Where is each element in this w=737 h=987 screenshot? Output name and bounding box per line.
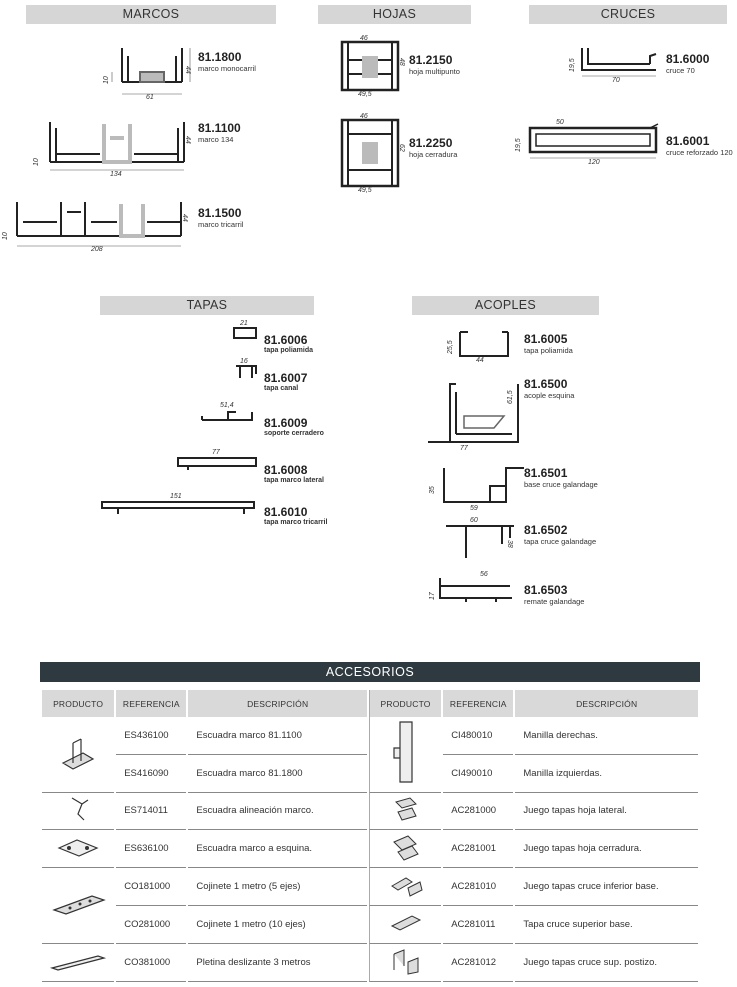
profile-hoja-cerradura [334,112,404,194]
profile-tapa-canal [232,356,262,382]
col-descripcion-2: DESCRIPCIÓN [515,690,698,717]
profile-hoja-multipunto [334,34,404,98]
code-81-6501: 81.6501 [524,466,568,480]
col-referencia-1: REFERENCIA [116,690,186,717]
code-81-6500: 81.6500 [524,377,568,391]
accesorios-table [40,690,700,982]
col-producto-1: PRODUCTO [42,690,114,717]
code-81-6000: 81.6000 [666,52,710,66]
ref-cell: AC281001 [443,830,513,868]
profile-acople-tapa-poliamida [444,326,520,366]
desc-81-6006: tapa poliamida [264,347,314,354]
desc-81-6009: soporte cerradero [264,430,324,437]
ref-cell: ES436100 [116,717,186,755]
desc-81-1800: marco monocarril [198,64,256,73]
table-row [42,793,698,831]
table-row [42,830,698,868]
desc-cell: Manilla izquierdas. [515,755,698,793]
col-referencia-2: REFERENCIA [443,690,513,717]
profile-acople-esquina [424,376,524,454]
desc-81-6502: tapa cruce galandage [524,537,597,546]
tapas-cruce-inferior-icon [386,870,426,900]
svg-text:44: 44 [184,136,191,144]
table-row [42,944,698,982]
svg-text:77: 77 [212,449,220,456]
section-accesorios: ACCESORIOS [40,662,700,682]
col-descripcion-1: DESCRIPCIÓN [188,690,367,717]
svg-text:208: 208 [91,246,103,253]
table-row [42,906,698,944]
dim-width: 61 [146,94,154,101]
tapas-cerradura-icon [386,832,426,862]
profile-tapa-marco-tricarril [98,490,260,522]
product-image [369,944,441,982]
ref-cell: CO381000 [116,944,186,982]
svg-text:120: 120 [588,159,600,166]
ref-cell: AC281011 [443,906,513,944]
svg-text:19,5: 19,5 [515,138,522,152]
product-image [369,793,441,831]
profile-tapa-cruce-galandage [440,514,520,564]
desc-cell: Escuadra marco 81.1100 [188,717,367,755]
code-81-6010: 81.6010 [264,505,308,519]
svg-text:70: 70 [612,77,620,84]
desc-81-1500: marco tricarril [198,220,244,229]
code-81-2150: 81.2150 [409,53,453,67]
svg-text:49,5: 49,5 [358,91,372,98]
desc-81-6010: tapa marco tricarril [264,519,328,526]
ref-cell: ES636100 [116,830,186,868]
svg-text:62: 62 [398,144,405,152]
svg-text:48: 48 [398,58,405,66]
ref-cell: AC281010 [443,868,513,906]
desc-81-6500: acople esquina [524,391,575,400]
desc-cell: Juego tapas cruce sup. postizo. [515,944,698,982]
desc-81-6005: tapa poliamida [524,346,573,355]
code-81-6008: 81.6008 [264,463,308,477]
product-image [42,793,114,831]
table-row [42,717,698,755]
desc-cell: Juego tapas hoja cerradura. [515,830,698,868]
desc-81-6001: cruce reforzado 120 [666,148,733,157]
product-image [42,717,114,793]
ref-cell: CO281000 [116,906,186,944]
product-image [42,944,114,982]
profile-marco-134 [30,118,190,178]
product-image [42,830,114,868]
code-81-6005: 81.6005 [524,332,568,346]
svg-text:21: 21 [240,320,248,327]
code-81-6009: 81.6009 [264,416,308,430]
profile-marco-monocarril [100,42,200,102]
desc-cell: Manilla derechas. [515,717,698,755]
tapas-hoja-icon [386,794,426,824]
section-acoples: ACOPLES [412,296,599,315]
svg-text:61,5: 61,5 [507,390,514,404]
svg-text:10: 10 [33,158,40,166]
svg-text:60: 60 [470,517,478,524]
ref-cell: AC281000 [443,793,513,831]
desc-cell: Tapa cruce superior base. [515,906,698,944]
escuadra-alineacion-icon [58,794,98,824]
svg-text:50: 50 [556,119,564,126]
profile-cruce-reforzado-120 [512,118,662,168]
desc-cell: Escuadra marco 81.1800 [188,755,367,793]
code-81-2250: 81.2250 [409,136,453,150]
desc-81-6503: remate galandage [524,597,585,606]
svg-text:44: 44 [181,214,188,222]
svg-text:19,5: 19,5 [569,58,576,72]
svg-text:10: 10 [2,232,9,240]
ref-cell: CI480010 [443,717,513,755]
svg-text:59: 59 [470,505,478,512]
profile-base-cruce-galandage [426,462,522,512]
table-header-row [42,690,698,717]
tapas-cruce-postizo-icon [386,946,426,976]
profile-tapa-marco-lateral [174,446,260,476]
desc-81-6501: base cruce galandage [524,480,598,489]
table-row [42,868,698,906]
ref-cell: CO181000 [116,868,186,906]
code-81-6006: 81.6006 [264,333,308,347]
svg-text:77: 77 [460,445,468,452]
code-81-1100: 81.1100 [198,121,241,135]
desc-81-2250: hoja cerradura [409,150,458,159]
manilla-icon [386,718,426,788]
section-cruces: CRUCES [529,5,727,24]
cojinete-icon [48,884,108,924]
pletina-icon [48,946,108,976]
desc-81-1100: marco 134 [198,135,234,144]
escuadra-esquina-icon [53,832,103,862]
profile-cruce-70 [566,44,662,84]
svg-text:46: 46 [360,113,368,120]
svg-text:44: 44 [476,357,484,364]
product-image [369,717,441,793]
col-producto-2: PRODUCTO [369,690,441,717]
desc-81-2150: hoja multipunto [409,67,460,76]
svg-text:56: 56 [480,571,488,578]
svg-text:35: 35 [429,486,436,494]
svg-text:51,4: 51,4 [220,402,234,409]
ref-cell: AC281012 [443,944,513,982]
profile-soporte-cerradero [196,398,260,428]
profile-remate-galandage [426,570,520,604]
product-image [369,906,441,944]
desc-81-6007: tapa canal [264,385,299,392]
svg-text:44: 44 [184,66,191,74]
code-81-6503: 81.6503 [524,583,568,597]
desc-cell: Cojinete 1 metro (5 ejes) [188,868,367,906]
desc-81-6008: tapa marco lateral [264,477,324,484]
desc-cell: Cojinete 1 metro (10 ejes) [188,906,367,944]
svg-text:10: 10 [103,76,110,84]
desc-81-6000: cruce 70 [666,66,695,75]
desc-cell: Juego tapas hoja lateral. [515,793,698,831]
section-hojas: HOJAS [318,5,471,24]
svg-text:38: 38 [506,540,513,548]
product-image [369,868,441,906]
svg-text:49,5: 49,5 [358,187,372,194]
code-81-6001: 81.6001 [666,134,710,148]
desc-cell: Escuadra alineación marco. [188,793,367,831]
svg-text:17: 17 [429,592,436,600]
svg-text:25,5: 25,5 [447,340,454,354]
code-81-1800: 81.1800 [198,50,242,64]
ref-cell: CI490010 [443,755,513,793]
tapa-cruce-superior-icon [386,908,426,938]
ref-cell: ES714011 [116,793,186,831]
section-tapas: TAPAS [100,296,314,315]
code-81-6502: 81.6502 [524,523,568,537]
product-image [369,830,441,868]
desc-cell: Escuadra marco a esquina. [188,830,367,868]
desc-cell: Juego tapas cruce inferior base. [515,868,698,906]
code-81-1500: 81.1500 [198,206,242,220]
ref-cell: ES416090 [116,755,186,793]
desc-cell: Pletina deslizante 3 metros [188,944,367,982]
svg-text:134: 134 [110,171,122,178]
product-image [42,868,114,944]
svg-text:16: 16 [240,358,248,365]
svg-text:46: 46 [360,35,368,42]
profile-tapa-poliamida [230,318,260,344]
profile-marco-tricarril [2,198,195,258]
svg-text:151: 151 [170,493,182,500]
section-marcos: MARCOS [26,5,276,24]
escuadra-marco-icon [53,733,103,773]
code-81-6007: 81.6007 [264,371,308,385]
